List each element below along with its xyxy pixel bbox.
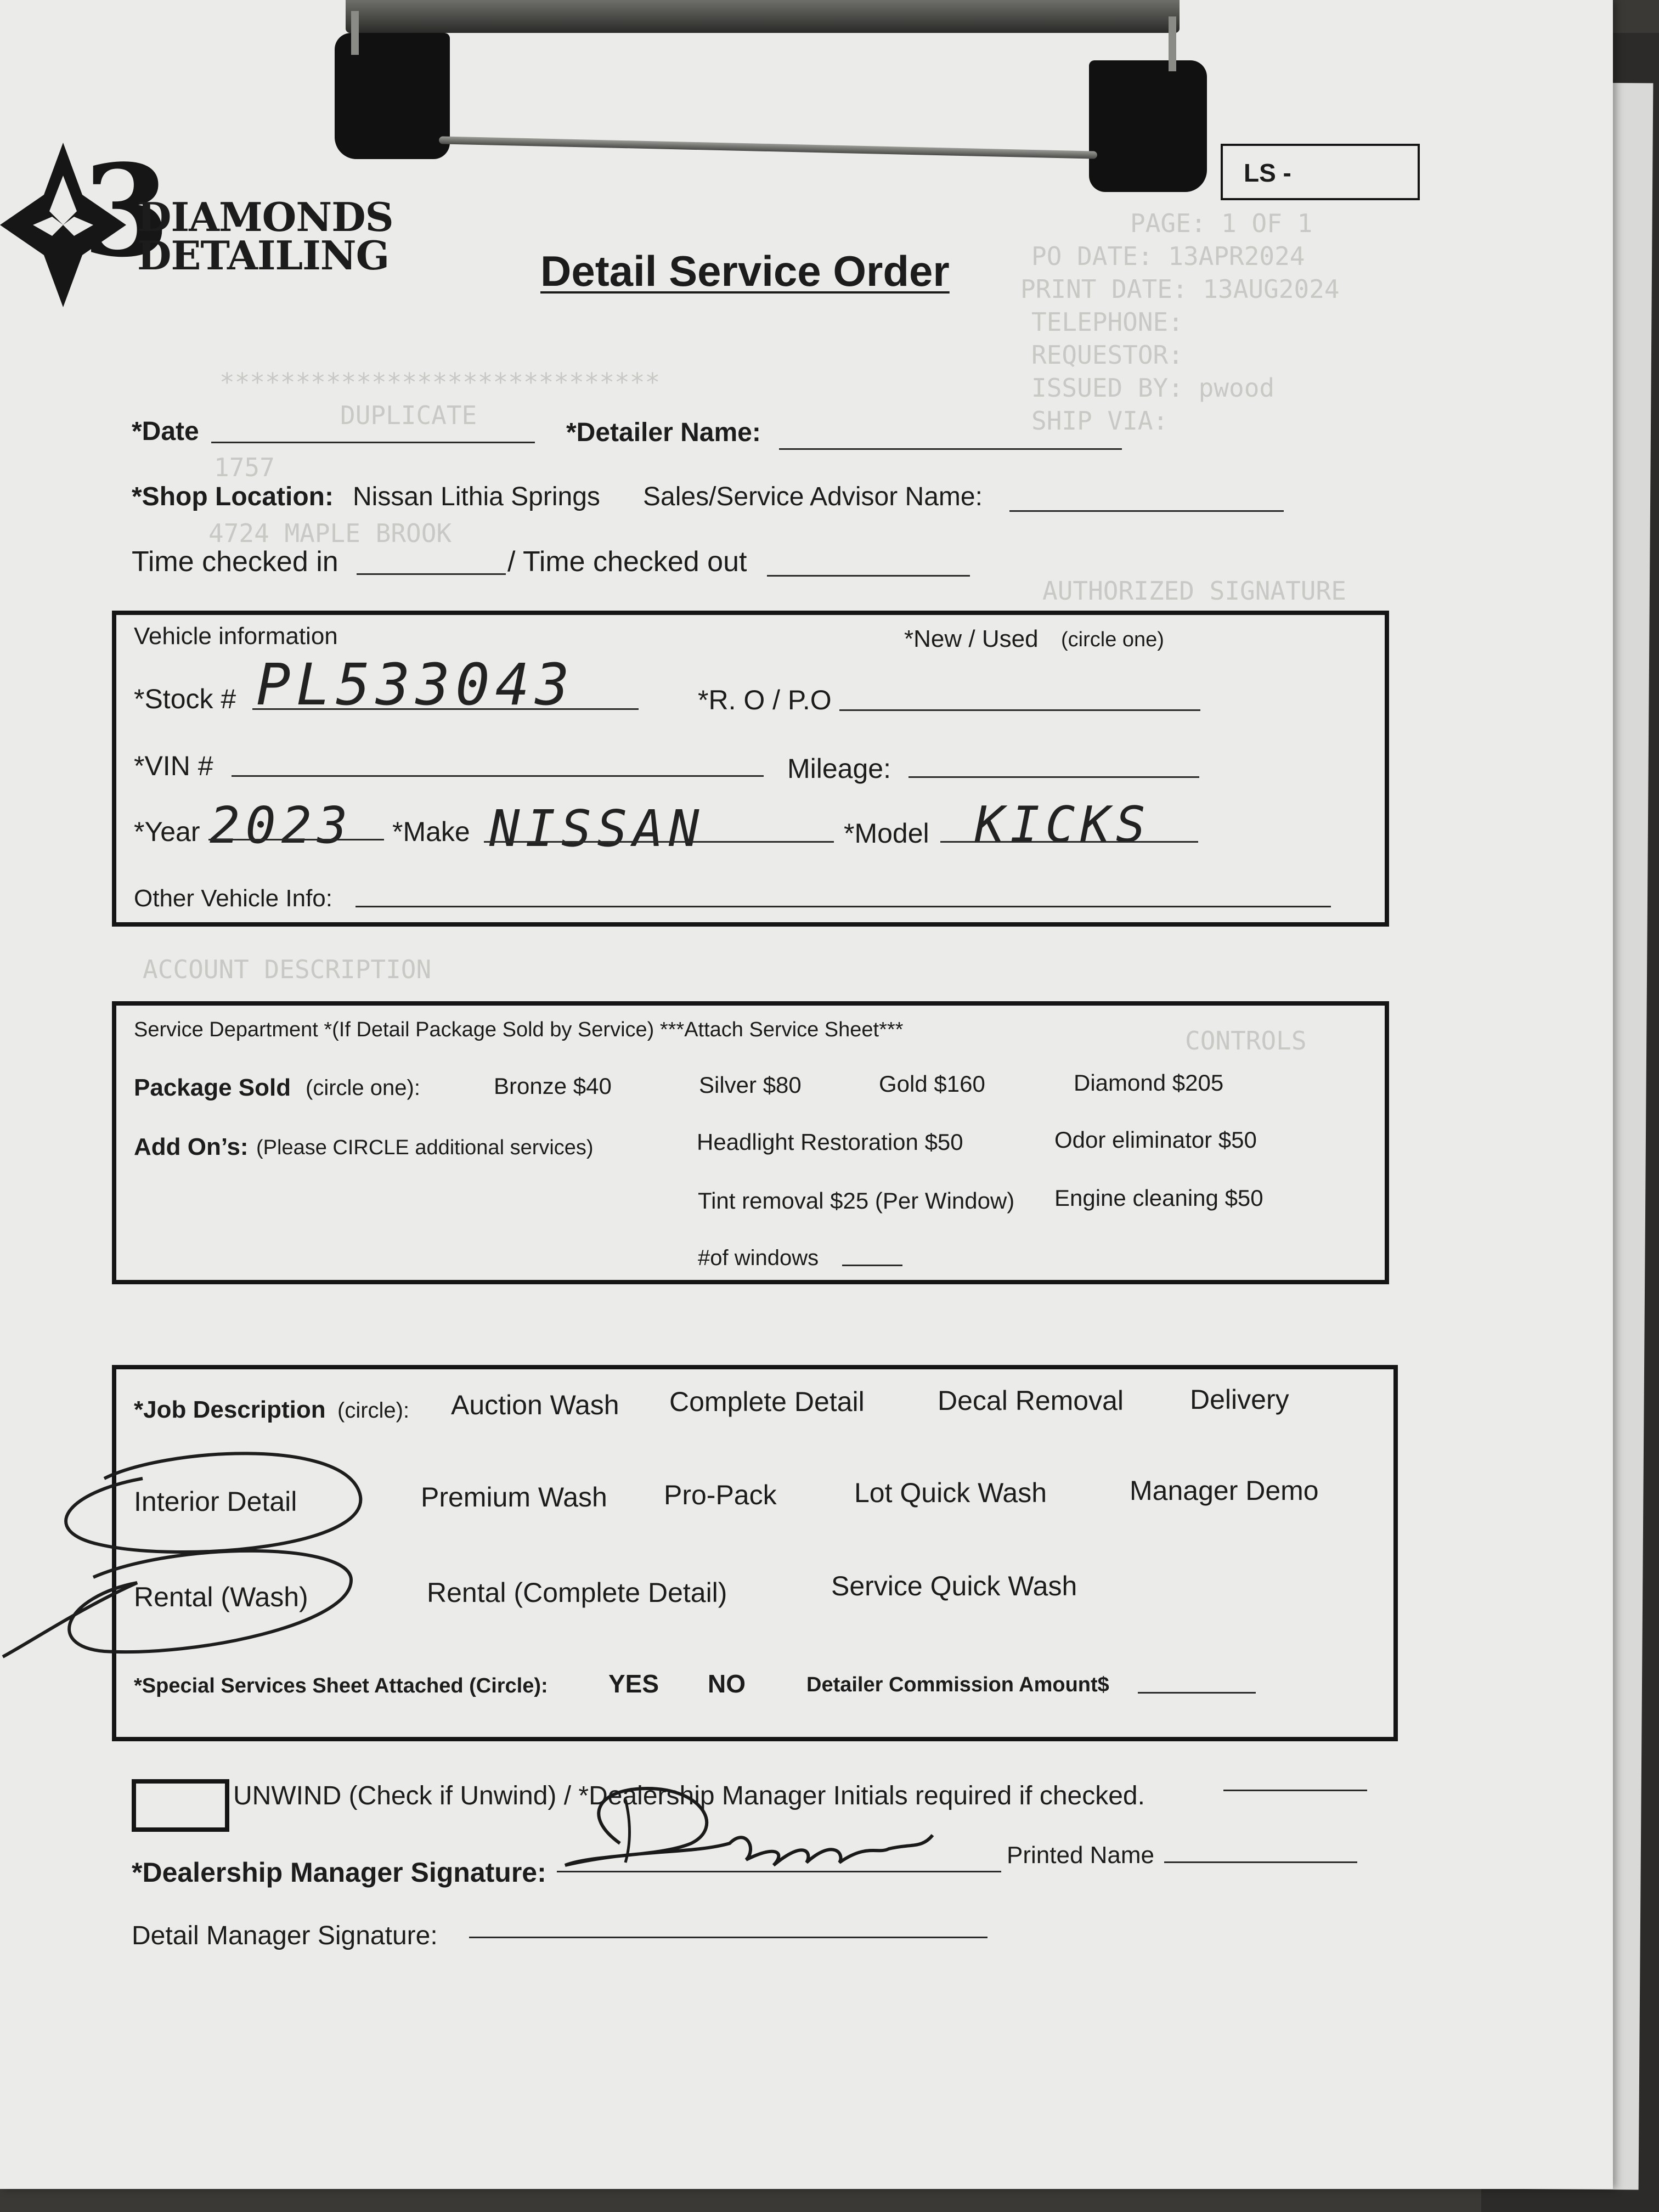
job-pro-pack[interactable]: Pro-Pack: [664, 1480, 777, 1510]
job-premium-wash[interactable]: Premium Wash: [421, 1482, 607, 1513]
other-info-field[interactable]: [356, 906, 1331, 907]
ro-po-field[interactable]: [839, 709, 1200, 711]
mileage-label: Mileage:: [787, 753, 891, 784]
package-gold[interactable]: Gold $160: [879, 1071, 985, 1097]
addon-tint[interactable]: Tint removal $25 (Per Window): [698, 1188, 1015, 1214]
shop-location-value: Nissan Lithia Springs: [353, 482, 600, 511]
make-value: NISSAN: [489, 799, 705, 858]
make-label: *Make: [392, 816, 470, 847]
job-complete-detail[interactable]: Complete Detail: [669, 1386, 865, 1417]
addon-odor[interactable]: Odor eliminator $50: [1054, 1127, 1257, 1153]
new-used-label[interactable]: *New / Used: [904, 625, 1039, 652]
model-value: KICKS: [975, 796, 1151, 854]
job-rental-complete-detail[interactable]: Rental (Complete Detail): [427, 1577, 727, 1608]
service-heading: Service Department *(If Detail Package Sold by Service) ***Attach Service Sheet***: [134, 1018, 904, 1041]
date-field[interactable]: [211, 442, 535, 443]
new-used-note: (circle one): [1061, 628, 1164, 651]
advisor-name-label: Sales/Service Advisor Name:: [643, 482, 983, 511]
vehicle-info-section: [112, 611, 1389, 927]
logo-line-2: DETAILING: [137, 232, 390, 279]
time-in-label: Time checked in: [132, 546, 338, 578]
detailer-name-label: *Detailer Name:: [566, 418, 761, 447]
date-label: *Date: [132, 417, 199, 446]
printed-name-label: Printed Name: [1007, 1842, 1155, 1869]
logo-number: 3: [82, 137, 171, 285]
stock-label: *Stock #: [134, 684, 236, 714]
job-decal-removal[interactable]: Decal Removal: [938, 1385, 1124, 1416]
ls-label: LS -: [1244, 159, 1291, 187]
ro-po-label: *R. O / P.O: [698, 685, 832, 715]
logo-line-1: DIAMONDS: [137, 194, 393, 240]
detailer-name-field[interactable]: [779, 448, 1122, 450]
pen-circle-marks: [0, 1426, 384, 1679]
job-description-note: (circle):: [337, 1398, 410, 1423]
unwind-initials-field[interactable]: [1223, 1790, 1367, 1791]
shop-location-label: *Shop Location:: [132, 482, 334, 511]
package-note: (circle one):: [306, 1076, 420, 1100]
job-lot-quick-wash[interactable]: Lot Quick Wash: [854, 1477, 1047, 1508]
vin-label: *VIN #: [134, 751, 213, 781]
year-field[interactable]: [208, 839, 384, 840]
commission-label: Detailer Commission Amount$: [806, 1673, 1109, 1696]
other-info-label: Other Vehicle Info:: [134, 885, 332, 912]
page-title: Detail Service Order: [540, 247, 950, 295]
year-value: 2023: [210, 796, 353, 855]
add-ons-label: Add On’s:: [134, 1133, 249, 1160]
ls-number-box[interactable]: [1221, 144, 1420, 200]
unwind-label: UNWIND (Check if Unwind) / *Dealership Manager Initials required if checked.: [233, 1781, 1145, 1810]
vehicle-info-heading: Vehicle information: [134, 623, 338, 650]
package-bronze[interactable]: Bronze $40: [494, 1073, 612, 1099]
job-auction-wash[interactable]: Auction Wash: [451, 1390, 619, 1420]
job-delivery[interactable]: Delivery: [1190, 1384, 1289, 1415]
package-silver[interactable]: Silver $80: [699, 1072, 802, 1098]
special-yes[interactable]: YES: [608, 1669, 659, 1698]
package-sold-label: Package Sold: [134, 1074, 291, 1101]
add-ons-note: (Please CIRCLE additional services): [256, 1136, 594, 1159]
job-description-label: *Job Description: [134, 1396, 326, 1423]
service-department-section: [112, 1001, 1389, 1284]
mileage-field[interactable]: [909, 776, 1199, 778]
signature-scribble: [549, 1767, 1009, 1893]
windows-field[interactable]: [842, 1265, 902, 1266]
service-order-sheet: PAGE: 1 OF 1 PO DATE: 13APR2024 PRINT DATE: 13AUG2024 TELEPHONE: REQUESTOR: ISSUED BY: pwood SHIP VIA: ***************************** DUPLICATE 1757 4724 MAPLE BROOK AUTHORIZED SIGNATURE ACCOUNT DESCRIPTION CONTROLS 3 DIAMONDS DETAILING LS - Detail Service Order *Date *Detailer Name: *Shop Location: Nissan Lithia Springs Sales/Service Advisor Name: Time checked in / Time checked out Vehicle information *New / Used (circle one) *Stock # PL533043 *R. O / P.O *VIN # Mileage: *Year 2023 *Make NISSAN *Model KICKS Other Vehicle Info: Service Department *(If Detail Package Sold by Service) ***Attach Service Sheet*** Package Sold (circle one): Bronze $40 Silver $80 Gold $160 Diamond $205 Add On’s: (Please CIRCLE additional services) Headlight Restoration $50 Odor eliminator $50 Tint removal $25 (Per Window) Engine cleaning $50 #of windows *Job Description (circle): Auction Wash Complete Detail Decal Removal Delivery Interior Detail Premium Wash Pro-Pack Lot Quick Wash Manager Demo Rental (Wash) Rental (Complete Detail) Service Quick Wash *Special Services Sheet Attached (Circle): YES NO Detailer Commission Amount$ UNWIND (Check if Unwind) / *Dealership Manager Initials required if checked. *Dealership Manager Signature: Printed Name Detail Manager Signature:: [0, 0, 1613, 2189]
special-services-label: *Special Services Sheet Attached (Circle):: [134, 1674, 548, 1697]
job-interior-detail[interactable]: Interior Detail: [134, 1486, 297, 1517]
time-out-label: / Time checked out: [507, 546, 747, 578]
commission-field[interactable]: [1138, 1692, 1256, 1694]
unwind-checkbox[interactable]: [132, 1779, 229, 1832]
detail-manager-signature-field[interactable]: [469, 1937, 988, 1938]
addon-engine[interactable]: Engine cleaning $50: [1054, 1185, 1263, 1211]
job-rental-wash[interactable]: Rental (Wash): [134, 1582, 308, 1612]
manager-signature-label: *Dealership Manager Signature:: [132, 1857, 546, 1888]
package-diamond[interactable]: Diamond $205: [1074, 1070, 1224, 1096]
detail-manager-signature-label: Detail Manager Signature:: [132, 1921, 438, 1950]
make-field[interactable]: [484, 841, 834, 843]
vin-field[interactable]: [232, 775, 764, 777]
year-label: *Year: [134, 816, 200, 847]
stock-value: PL533043: [256, 651, 575, 718]
special-no[interactable]: NO: [708, 1669, 746, 1698]
job-manager-demo[interactable]: Manager Demo: [1130, 1475, 1319, 1506]
model-field[interactable]: [940, 841, 1198, 843]
time-in-field[interactable]: [357, 573, 506, 575]
printed-name-field[interactable]: [1164, 1861, 1357, 1863]
time-out-field[interactable]: [767, 575, 970, 577]
job-service-quick-wash[interactable]: Service Quick Wash: [831, 1571, 1077, 1601]
stock-field[interactable]: [252, 708, 639, 710]
model-label: *Model: [844, 818, 929, 849]
advisor-name-field[interactable]: [1009, 510, 1284, 512]
windows-label: #of windows: [698, 1246, 819, 1270]
addon-headlight[interactable]: Headlight Restoration $50: [697, 1129, 963, 1155]
